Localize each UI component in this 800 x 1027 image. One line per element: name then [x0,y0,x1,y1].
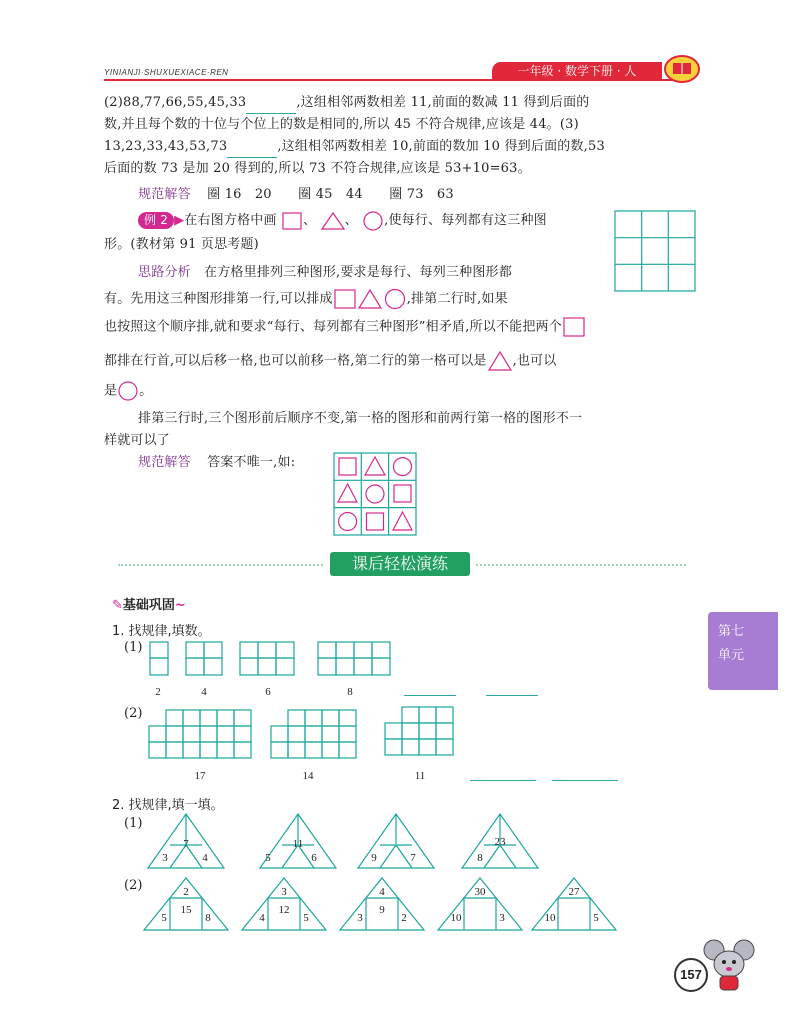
tri-left: 9 [371,852,377,864]
tri-top: 11 [292,838,304,850]
tri-mid: 15 [180,904,192,916]
example-text-d: ,使每行、每列都有这三种图 [384,213,547,228]
intro-line1a: (2)88,77,66,55,45,33 [104,95,247,110]
unit-side-tab [708,612,778,690]
square-shape-icon [281,212,303,230]
intro-line3a: 13,23,33,43,53,73 [104,139,228,154]
analysis-text: ,排第二行时,如果 [406,291,508,307]
analysis-label: 思路分析 [138,265,191,280]
answer-text: 圈 16 20 圈 45 44 圈 73 63 [207,187,454,202]
tri-left: 8 [477,852,483,864]
q2-part1-label: (1) [124,816,143,831]
q1-p1-num: 2 [155,686,161,698]
analysis-line4 [104,350,557,373]
analysis-text: 都排在行首,可以后移一格,也可以前移一格,第二行的第一格可以是 [104,353,487,369]
tri-top: 23 [494,836,506,848]
tri-right: 2 [401,912,407,924]
q1-part1-label: (1) [124,640,143,655]
example-text-a: 在右图方格中画 [184,213,277,228]
shape-row-icon [333,288,407,310]
analysis-text: 在方格里排列三种图形,要求是每行、每列三种图形都 [190,265,512,280]
example-2: 例 2 ▶在右图方格中画 、 、 ,使每行、每列都有这三种图 [138,210,608,232]
tri-top: 27 [568,886,580,898]
square-shape-icon [562,316,586,338]
example-text-e: 形。(教材第 91 页思考题) [104,237,259,252]
tri-right: 3 [499,912,505,924]
analysis-line2 [104,288,508,311]
basic-title-text: 基础巩固 [122,598,175,613]
answer-2 [138,452,295,474]
tri-left: 10 [450,912,462,924]
tri-right: 6 [311,852,317,864]
tri-right: 8 [205,912,211,924]
q1-p1-num: 8 [347,686,353,698]
tri-left: 3 [162,852,168,864]
page-number: 157 [674,958,708,992]
triangle-shape-icon [487,350,513,372]
example-badge: 例 2 [138,212,174,229]
tri-top: 3 [281,886,287,898]
tri-top: 30 [474,886,486,898]
analysis-line1 [138,262,512,284]
analysis-text: 是 [104,383,118,399]
q1-p2-num: 11 [414,770,426,782]
tri-left: 5 [265,852,271,864]
header-tab: 一年级 · 数学下册 · 人 [492,62,662,80]
analysis-text: 。 [139,383,153,399]
intro-line2: 数,并且每个数的十位与个位上的数是相同的,所以 45 不符合规律,应该是 44。(3) [104,117,579,132]
empty-grid [614,210,696,292]
circle-shape-icon [362,211,384,231]
side-tab-line2: 单元 [718,648,745,663]
divider-left [118,564,323,566]
tri-left: 10 [544,912,556,924]
answer-grid [333,452,417,536]
answer-blank[interactable] [404,695,456,696]
tri-top: 4 [379,886,385,898]
tri-right: 5 [303,912,309,924]
q1-part2-label: (2) [124,706,143,721]
analysis-text: ,也可以 [512,353,557,369]
intro-line4: 后面的数 73 是加 20 得到的,所以 73 不符合规律,应该是 53+10=63。 [104,161,531,176]
tri-right: 7 [410,852,416,864]
tri-left: 4 [259,912,265,924]
q1-part2-figures [148,706,458,766]
q1-part1-figures [148,640,398,680]
pencil-icon: ✎ [112,598,123,613]
q1-p2-num: 17 [194,770,206,782]
section-title: 课后轻松演练 [330,552,470,576]
q1-p1-num: 6 [265,686,271,698]
circle-shape-icon [117,380,139,402]
tri-top: 7 [183,838,189,850]
answer-label: 规范解答 [138,455,191,470]
analysis-line7: 样就可以了 [104,433,171,448]
side-tab-line1: 第七 [718,624,745,639]
answer-1 [138,184,454,206]
divider-right [476,564,686,566]
analysis-text: 也按照这个顺序排,就和要求“每行、每列都有三种图形”相矛盾,所以不能把两个 [104,319,562,335]
tri-left: 3 [357,912,363,924]
q1-title: 1. 找规律,填数。 [112,624,211,639]
mouse-mascot-icon [700,938,760,998]
answer-blank[interactable] [552,780,618,781]
q1-p1-num: 4 [201,686,207,698]
answer-text: 答案不唯一,如: [207,455,296,470]
tri-right: 4 [202,852,208,864]
q2-title: 2. 找规律,填一填。 [112,798,224,813]
answer-blank[interactable] [470,780,536,781]
example-sep: 、 [303,213,317,228]
analysis-line5 [104,380,152,403]
intro-paragraph [104,92,704,180]
header-pinyin: YINIANJI·SHUXUEXIACE·REN [104,68,229,77]
intro-line3b: ,这组相邻两数相差 10,前面的数加 10 得到后面的数,53 [277,139,605,154]
swirl-icon: ~ [174,598,186,613]
basic-title [112,594,186,613]
q2-part2-label: (2) [124,878,143,893]
book-logo-icon [662,54,702,84]
q1-p2-num: 14 [302,770,314,782]
tri-top: 2 [183,886,189,898]
analysis-line3 [104,316,586,339]
analysis-line6: 排第三行时,三个图形前后顺序不变,第一格的图形和前两行第一格的图形不一 [138,411,583,426]
answer-blank[interactable] [486,695,538,696]
tri-mid: 9 [379,904,385,916]
example-sep: 、 [344,213,358,228]
tri-mid: 12 [278,904,290,916]
answer-label: 规范解答 [138,187,191,202]
analysis-text: 有。先用这三种图形排第一行,可以排成 [104,291,333,307]
tri-left: 5 [161,912,167,924]
triangle-shape-icon [321,212,345,230]
tri-right: 5 [593,912,599,924]
intro-line1b: ,这组相邻两数相差 11,前面的数减 11 得到后面的 [296,95,590,110]
